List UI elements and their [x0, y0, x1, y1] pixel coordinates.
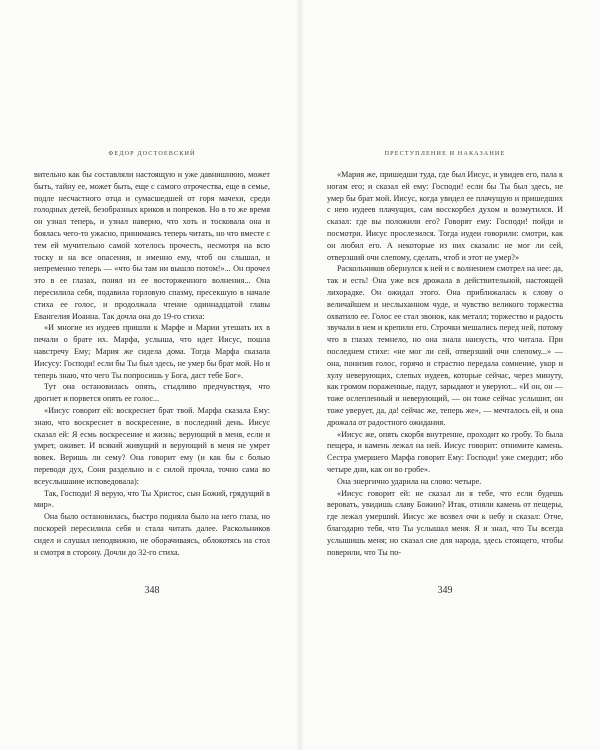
paragraph: «Иисус говорит ей: воскреснет брат твой. Марфа сказала Ему: знаю, что воскреснет в воскресение, в последний день. Иисус сказал ей: Я есмь воскресение и жизнь; верующий в меня, если и умрет, оживет. И всякий живущий и верующий в меня не умрет вовек. Веришь ли сему? Она говорит ему (и как бы с болью переводя дух, Соня раздельно и с силой прочла, точно сама во всеуслышание исповедовала): — [34, 405, 270, 486]
paragraph: «И многие из иудеев пришли к Марфе и Марии утешать их в печали о брате их. Марфа, услыша, что идет Иисус, пошла навстречу Ему; Мария же сидела дома. Тогда Марфа сказала Иисусу: Господи! если бы Ты был здесь, не умер бы брат мой. Но и теперь знаю, что чего Ты попросишь у Бога, даст тебе Бог». — [34, 323, 270, 380]
paragraph: «Мария же, пришедши туда, где был Иисус, и увидев его, пала к ногам его; и сказал ей ему: Господи! если бы Ты был здесь, не умер бы брат мой. Иисус, когда увидел ее плачущую и пришедших с нею иудеев плачущих, сам восскорбел духом и возмутился. И сказал: где вы положили его? Говорят ему: Господи! пойди и посмотри. Иисус прослезился. Тогда иудеи говорили: смотри, как он любил его. А некоторые из них сказали: не мог ли сей, отверзший очи слепому, сделать, чтоб и этот не умер?» — [327, 170, 563, 262]
right-running-head: ПРЕСТУПЛЕНИЕ И НАКАЗАНИЕ — [384, 150, 506, 157]
left-page — [34, 150, 270, 558]
paragraph: Она было остановилась, быстро подняла было на него глаза, но поскорей пересилила себя и стала читать далее. Раскольников сидел и слушал неподвижно, не оборачиваясь, облокотясь на стол и смотря в сторону. Дочли до 32-го стиха. — [34, 512, 270, 557]
paragraph: Раскольников обернулся к ней и с волнением смотрел на нее: да, так и есть! Она уже вся дрожала в действительной, настоящей лихорадке. Он ожидал этого. Она приближалась к слову о величайшем и неслыханном чуде, и чувство великого торжества охватило ее. Голос ее стал звонок, как металл; торжество и радость звучали в нем и крепили его. Строчки мешались перед ней, потому что в глазах темнело, но она знала наизусть, что читала. При последнем стихе: «не мог ли сей, отверзший очи слепому...» — она, понизив голос, горячо и страстно передала сомнение, укор и хулу неверующих, слепых иудеев, которые сейчас, через минуту, как громом пораженные, падут, зарыдают и уверуют... «И он, он — тоже ослепленный и неверующий, — он тоже сейчас услышит, он тоже уверует, да, да! сейчас же, теперь же», — мечталось ей, и она дрожала от радостного ожидания. — [327, 264, 563, 427]
paragraph: Тут она остановилась опять, стыдливо предчувствуя, что дрогнет и порвется опять ее голос... — [34, 382, 270, 404]
book-gutter — [296, 0, 304, 750]
right-page — [327, 150, 563, 558]
paragraph: Так, Господи! Я верую, что Ты Христос, сын Божий, грядущий в мир». — [34, 488, 270, 510]
paragraph: вительно как бы составляли настоящую и уже давнишнюю, может быть, тайну ее, может быть, еще с самого отрочества, еще в семье, подле несчастного отца и сумасшедшей от горя мачехи, среди голодных детей, безобразных криков и попреков. Но в то же время он узнал теперь, и узнал наверно, что хоть и тосковала она и боялась чего-то ужасно, принимаясь теперь читать, но что вместе с тем ей мучительно самой хотелось прочесть, несмотря на всю тоску и на все опасения, и именно ему, чтоб он слышал, и непременно теперь — «что бы там ни вышло потом!»... Он прочел это в ее глазах, понял из ее восторженного волнения... Она пересилила себя, подавила горловую спазму, пресекшую в начале стиха ее голос, и продолжала чтение одиннадцатой главы Евангелия Иоанна. Так дочла она до 19-го стиха: — [34, 170, 270, 321]
right-body-text — [327, 169, 563, 558]
paragraph: Она энергично ударила на слово: четыре. — [337, 476, 482, 486]
left-running-head: ФЕДОР ДОСТОЕВСКИЙ — [108, 150, 196, 157]
paragraph: «Иисус говорит ей: не сказал ли я тебе, что если будешь веровать, увидишь славу Божию? Итак, отняли камень от пещеры, где лежал умерший. Иисус же возвел очи к небу и сказал: Отче, благодарю тебя, что Ты услышал меня. Я и знал, что Ты всегда услышишь меня; но сказал сие для народа, здесь стоящего, чтобы поверили, что Ты по- — [327, 488, 563, 557]
paragraph: «Иисус же, опять скорбя внутренне, проходит ко гробу. То была пещера, и камень лежал на ней. Иисус говорит: отнимите камень. Сестра умершего Марфа говорит Ему: Господи! уже смердит; ибо четыре дни, как он во гробе». — [327, 429, 563, 474]
left-body-text — [34, 169, 270, 558]
right-page-number: 349 — [437, 585, 453, 596]
left-page-number: 348 — [144, 585, 160, 596]
